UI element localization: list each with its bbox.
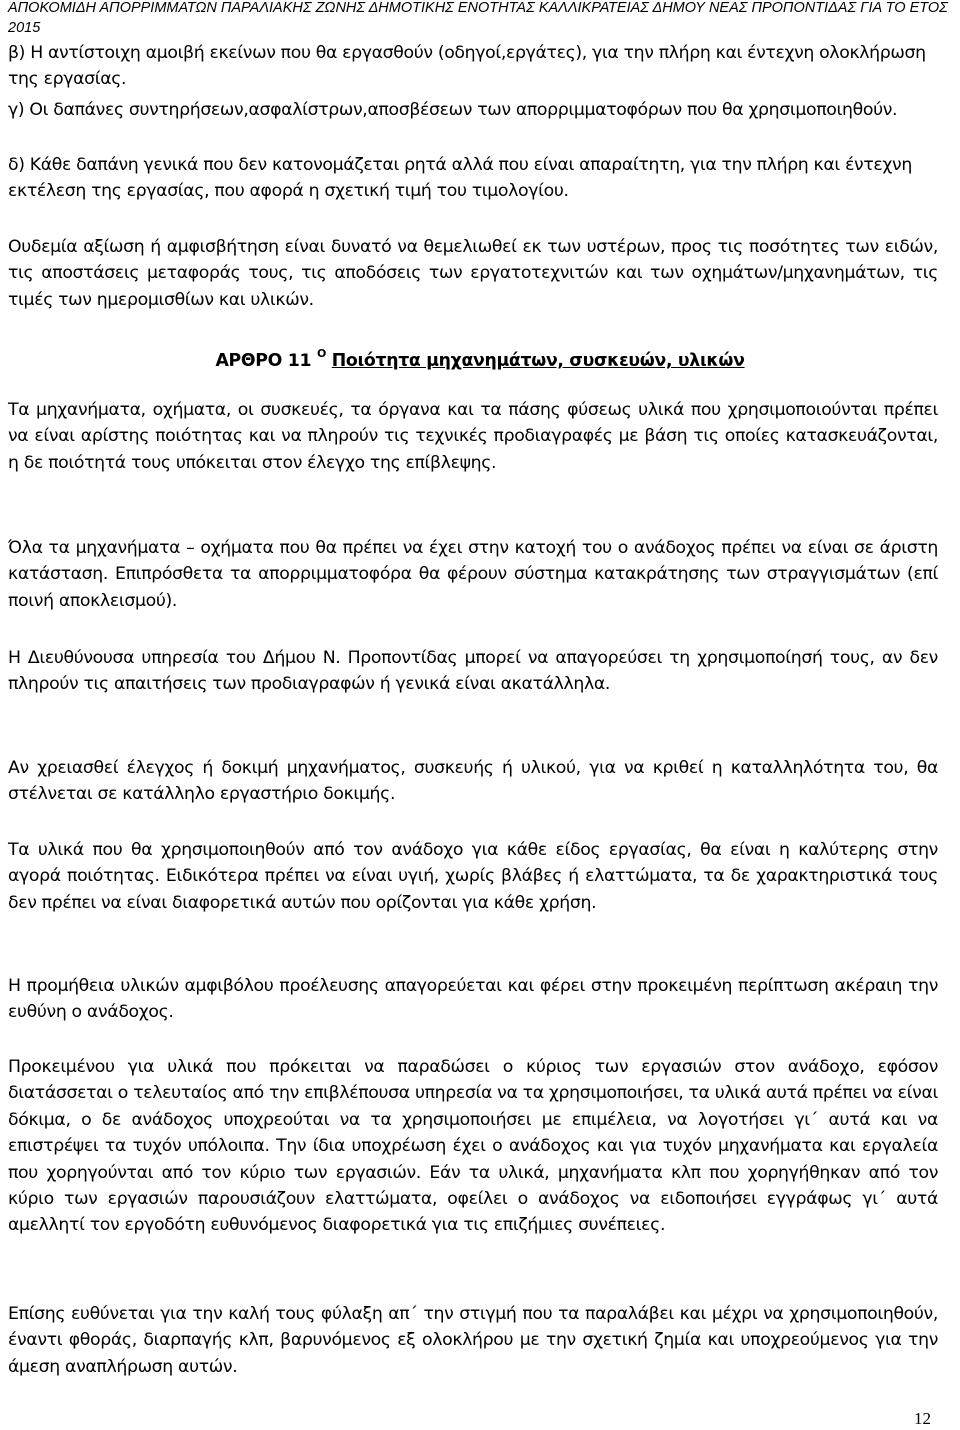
header-title: ΑΠΟΚΟΜΙΔΗ ΑΠΟΡΡΙΜΜΑΤΩΝ ΠΑΡΑΛΙΑΚΗΣ ΖΩΝΗΣ ΔΗΜΟΤΙΚΗΣ ΕΝΟΤΗΤΑΣ ΚΑΛΛΙΚΡΑΤΕΙΑΣ ΔΗΜΟΥ ΝΕΑΣ ΠΡΟΠΟΝΤΙΔΑΣ ΓΙΑ ΤΟ ΕΤΟΣ [8, 0, 948, 16]
item-b: β) Η αντίστοιχη αμοιβή εκείνων που θα εργασθούν (οδηγοί,εργάτες), για την πλήρη και έντεχνη ολοκλήρωση της εργασίας. [8, 43, 926, 90]
paragraph-3: Η Διευθύνουσα υπηρεσία του Δήμου Ν. Προποντίδας μπορεί να απαγορεύσει τη χρησιμοποίησή τους, αν δεν πληρούν τις απαιτήσεις των προδιαγραφών ή γενικά είναι ακατάλληλα. [8, 648, 938, 695]
article-title: Ποιότητα μηχανημάτων, συσκευών, υλικών [331, 350, 745, 371]
page-header [8, 0, 958, 38]
paragraph-7: Προκειμένου για υλικά που πρόκειται να παραδώσει ο κύριος των εργασιών στον ανάδοχο, εφόσον διατάσσεται ο τελευταίος από την επιβλέπουσα υπηρεσία να τα χρησιμοποιήσει, τα υλικά αυτά πρέπει να είναι δόκιμα, ο δε ανάδοχος υποχρεούται να τα χρησιμοποιήσει με επιμέλεια, να λογοτήσει γι΄ αυτά και να επιστρέψει τα τυχόν υπόλοιπα. Την ίδια υποχρέωση έχει ο ανάδοχος και για τυχόν μηχανήματα και εργαλεία που χορηγούνται από τον κύριο των εργασιών. Εάν τα υλικά, μηχανήματα κλπ που χορηγήθηκαν από τον κύριο των εργασιών παρουσιάζουν ελαττώματα, οφείλει ο ανάδοχος να ειδοποιήσει εγγράφως γι΄ αυτά αμελλητί τον εργοδότη ευθυνόμενος διαφορετικά για τις επιζήμιες συνέπειες. [8, 1057, 938, 1236]
article-heading [0, 343, 960, 374]
claims-paragraph: Ουδεμία αξίωση ή αμφισβήτηση είναι δυνατό να θεμελιωθεί εκ των υστέρων, προς τις ποσότητες των ειδών, τις αποστάσεις μεταφοράς τους, τις αποδόσεις των εργατοτεχνιτών και των οχημάτων/μηχανημάτων, τις τιμές των ημερομισθίων και υλικών. [8, 237, 938, 310]
article-superscript: Ο [316, 347, 326, 360]
paragraph-5: Τα υλικά που θα χρησιμοποιηθούν από τον ανάδοχο για κάθε είδος εργασίας, θα είναι η καλύτερης στην αγορά ποιότητας. Ειδικότερα πρέπει να είναι υγιή, χωρίς βλάβες ή ελαττώματα, τα δε χαρακτηριστικά τους δεν πρέπει να είναι διαφορετικά αυτών που ορίζονται για κάθε χρήση. [8, 840, 938, 913]
paragraph-1: Τα μηχανήματα, οχήματα, οι συσκευές, τα όργανα και τα πάσης φύσεως υλικά που χρησιμοποιούνται πρέπει να είναι αρίστης ποιότητας και να πληρούν τις τεχνικές προδιαγραφές με βάση τις οποίες κατασκευάζονται, η δε ποιότητά τους υπόκειται στον έλεγχο της επίβλεψης. [8, 400, 938, 473]
paragraph-8: Επίσης ευθύνεται για την καλή τους φύλαξη απ΄ την στιγμή που τα παραλάβει και μέχρι να χρησιμοποιηθούν, έναντι φθοράς, διαρπαγής κλπ, βαρυνόμενος εξ ολοκλήρου με την σχετική ζημία και υποχρεούμενος για την άμεση αναπλήρωση αυτών. [8, 1304, 938, 1377]
page-number: 12 [914, 1409, 931, 1428]
item-d: δ) Κάθε δαπάνη γενικά που δεν κατονομάζεται ρητά αλλά που είναι απαραίτητη, για την πλήρη και έντεχνη εκτέλεση της εργασίας, που αφορά η σχετική τιμή του τιμολογίου. [8, 155, 912, 202]
paragraph-4: Αν χρειασθεί έλεγχος ή δοκιμή μηχανήματος, συσκευής ή υλικού, για να κριθεί η καταλληλότητα του, θα στέλνεται σε κατάλληλο εργαστήριο δοκιμής. [8, 758, 938, 805]
article-number: ΑΡΘΡΟ 11 [215, 350, 312, 371]
paragraph-6: Η προμήθεια υλικών αμφιβόλου προέλευσης απαγορεύεται και φέρει στην προκειμένη περίπτωση ακέραιη την ευθύνη ο ανάδοχος. [8, 976, 938, 1023]
paragraph-2: Όλα τα μηχανήματα – οχήματα που θα πρέπει να έχει στην κατοχή του ο ανάδοχος πρέπει να είναι σε άριστη κατάσταση. Επιπρόσθετα τα απορριμματοφόρα θα φέρουν σύστημα κατακράτησης των στραγγισμάτων (επί ποινή αποκλεισμού). [8, 538, 938, 611]
header-year: 2015 [8, 20, 41, 36]
item-g: γ) Οι δαπάνες συντηρήσεων,ασφαλίστρων,αποσβέσεων των απορριμματοφόρων που θα χρησιμοποιηθούν. [8, 100, 898, 120]
